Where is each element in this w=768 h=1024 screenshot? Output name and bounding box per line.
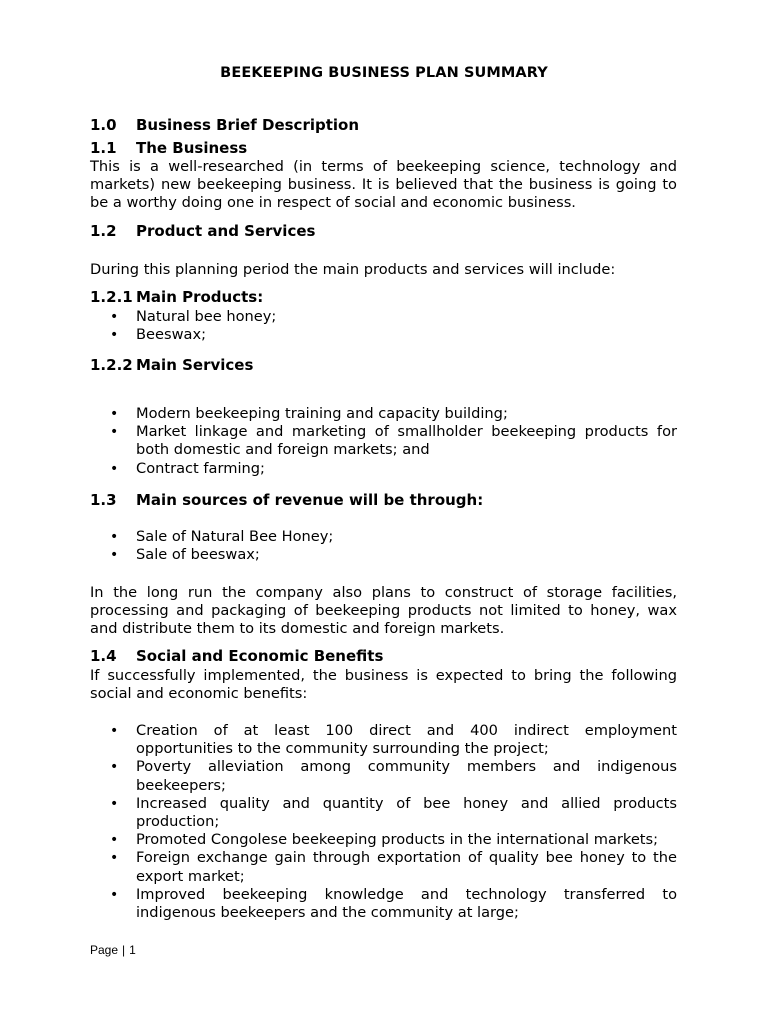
benefits-list bbox=[90, 722, 677, 922]
heading-number: 1.3 bbox=[90, 491, 117, 509]
list-item: • Poverty alleviation among community members and indigenous beekeepers; bbox=[90, 758, 677, 794]
paragraph-products-intro: During this planning period the main products and services will include: bbox=[90, 261, 616, 278]
heading-number: 1.1 bbox=[90, 139, 117, 157]
list-item: • Improved beekeeping knowledge and technology transferred to indigenous beekeepers and the community at large; bbox=[90, 886, 677, 922]
document-title: BEEKEEPING BUSINESS PLAN SUMMARY bbox=[220, 65, 548, 81]
list-item: • Sale of Natural Bee Honey; bbox=[90, 528, 677, 546]
heading-number: 1.2.1 bbox=[90, 288, 133, 306]
list-item: • Promoted Congolese beekeeping products in the international markets; bbox=[90, 831, 677, 849]
heading-label: Main Products: bbox=[136, 288, 264, 306]
list-item: • Modern beekeeping training and capacity building; bbox=[90, 405, 677, 423]
heading-business-brief-description bbox=[90, 116, 359, 134]
heading-main-products bbox=[90, 288, 263, 306]
list-item: • Contract farming; bbox=[90, 460, 677, 478]
heading-label: The Business bbox=[136, 139, 248, 157]
paragraph-long-run-plans: In the long run the company also plans to construct of storage facilities, processing and packaging of beekeeping products not limited to honey, wax and distribute them to its domestic and foreign markets. bbox=[90, 584, 677, 638]
heading-social-and-economic-benefits bbox=[90, 647, 383, 665]
paragraph-benefits-intro: If successfully implemented, the business is expected to bring the following social and economic benefits: bbox=[90, 667, 677, 703]
heading-number: 1.2 bbox=[90, 222, 117, 240]
footer-page-number: 1 bbox=[129, 943, 136, 957]
heading-number: 1.0 bbox=[90, 116, 117, 134]
heading-label: Main Services bbox=[136, 356, 254, 374]
paragraph-the-business: This is a well-researched (in terms of beekeeping science, technology and markets) new beekeeping business. It is believed that the business is going to be a worthy doing one in respect of social and economic business. bbox=[90, 158, 677, 212]
list-item: • Creation of at least 100 direct and 400 indirect employment opportunities to the community surrounding the project; bbox=[90, 722, 677, 758]
heading-number: 1.4 bbox=[90, 647, 117, 665]
heading-label: Business Brief Description bbox=[136, 116, 360, 134]
list-item: • Sale of beeswax; bbox=[90, 546, 677, 564]
footer-separator: | bbox=[122, 943, 126, 957]
list-item: • Beeswax; bbox=[90, 326, 677, 344]
list-item: • Increased quality and quantity of bee honey and allied products production; bbox=[90, 795, 677, 831]
heading-label: Main sources of revenue will be through: bbox=[136, 491, 484, 509]
list-item: • Foreign exchange gain through exportation of quality bee honey to the export market; bbox=[90, 849, 677, 885]
heading-label: Product and Services bbox=[136, 222, 316, 240]
main-products-list bbox=[90, 308, 677, 344]
heading-main-services bbox=[90, 356, 253, 374]
list-item: • Natural bee honey; bbox=[90, 308, 677, 326]
footer-page-label: Page bbox=[90, 943, 119, 957]
main-services-list bbox=[90, 405, 677, 478]
list-item: • Market linkage and marketing of smallholder beekeeping products for both domestic and foreign markets; and bbox=[90, 423, 677, 459]
heading-label: Social and Economic Benefits bbox=[136, 647, 384, 665]
revenue-sources-list bbox=[90, 528, 677, 564]
heading-product-and-services bbox=[90, 222, 315, 240]
heading-the-business bbox=[90, 139, 247, 157]
heading-main-sources-of-revenue bbox=[90, 491, 483, 509]
page-footer bbox=[90, 942, 136, 958]
heading-number: 1.2.2 bbox=[90, 356, 133, 374]
